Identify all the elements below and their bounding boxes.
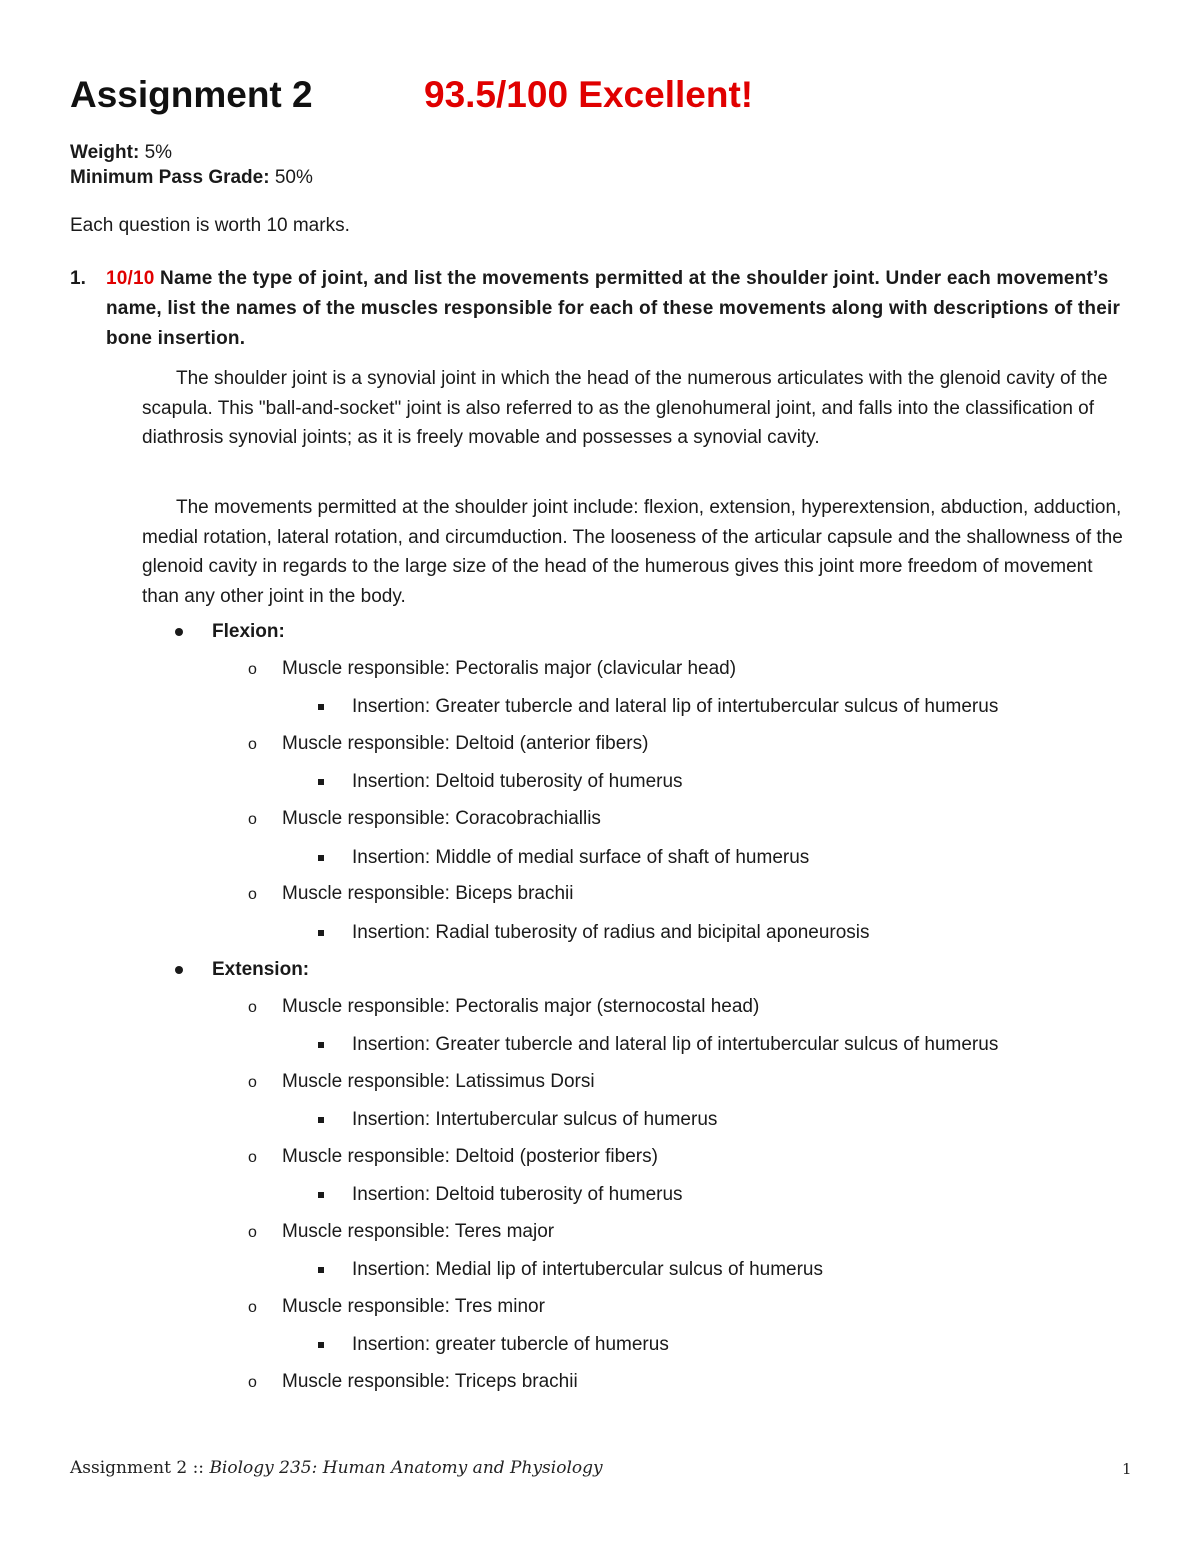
insertion-item: Insertion: Radial tuberosity of radius and bicipital aponeurosis: [352, 922, 870, 943]
weight-label: Weight:: [70, 142, 140, 163]
insertion-item: Insertion: greater tubercle of humerus: [352, 1334, 669, 1355]
bullet-circle-icon: o: [248, 661, 257, 678]
bullet-circle-icon: o: [248, 1149, 257, 1166]
bullet-square-icon: [318, 779, 324, 785]
question-score: 10/10: [106, 268, 155, 289]
question-1: [70, 264, 1130, 354]
bullet-circle-icon: o: [248, 811, 257, 828]
insertion-item: Insertion: Deltoid tuberosity of humerus: [352, 1184, 683, 1205]
question-text: [106, 264, 1130, 354]
movement-flexion: Flexion:: [212, 621, 285, 642]
min-pass-line: [70, 166, 313, 190]
bullet-circle-icon: o: [248, 999, 257, 1016]
grade-annotation: 93.5/100 Excellent!: [424, 74, 754, 115]
bullet-square-icon: [318, 930, 324, 936]
weight-line: [70, 141, 172, 165]
title-row: [70, 74, 1130, 120]
marks-note: Each question is worth 10 marks.: [70, 215, 350, 236]
insertion-item: Insertion: Greater tubercle and lateral lip of intertubercular sulcus of humerus: [352, 1034, 999, 1055]
footer-course: Biology 235: Human Anatomy and Physiology: [209, 1458, 603, 1478]
insertion-item: Insertion: Deltoid tuberosity of humerus: [352, 771, 683, 792]
bullet-square-icon: [318, 704, 324, 710]
muscle-item: Muscle responsible: Latissimus Dorsi: [282, 1071, 595, 1092]
page-title: Assignment 2: [70, 74, 313, 115]
insertion-item: Insertion: Greater tubercle and lateral lip of intertubercular sulcus of humerus: [352, 696, 999, 717]
movement-extension: Extension:: [212, 959, 310, 980]
answer-paragraph-1: The shoulder joint is a synovial joint in which the head of the numerous articulates with the glenoid cavity of the scapula. This "ball-and-socket" joint is also referred to as the glenohumeral joint, and falls into the classification of diathrosis synovial joints; as it is freely movable and possesses a synovial cavity.: [142, 368, 1108, 448]
muscle-item: Muscle responsible: Triceps brachii: [282, 1371, 578, 1392]
muscle-item: Muscle responsible: Deltoid (posterior fibers): [282, 1146, 658, 1167]
page-footer: [70, 1458, 603, 1478]
bullet-circle-icon: o: [248, 1074, 257, 1091]
bullet-square-icon: [318, 1342, 324, 1348]
muscle-item: Muscle responsible: Teres major: [282, 1221, 555, 1242]
bullet-square-icon: [318, 1042, 324, 1048]
answer-paragraph-2: The movements permitted at the shoulder joint include: flexion, extension, hyperextension, abduction, adduction, medial rotation, lateral rotation, and circumduction. The looseness of the articular capsule and the shallowness of the glenoid cavity in regards to the large size of the head of the humerous gives this joint more freedom of movement than any other joint in the body.: [142, 497, 1123, 607]
bullet-square-icon: [318, 1192, 324, 1198]
muscle-item: Muscle responsible: Coracobrachiallis: [282, 808, 601, 829]
bullet-circle-icon: o: [248, 886, 257, 903]
weight-value: 5%: [139, 142, 173, 163]
page-number: 1: [1122, 1460, 1132, 1478]
bullet-disc-icon: [175, 628, 183, 636]
footer-prefix: Assignment 2 ::: [70, 1458, 210, 1478]
bullet-circle-icon: o: [248, 1374, 257, 1391]
min-pass-label: Minimum Pass Grade:: [70, 167, 270, 188]
question-number: 1.: [70, 268, 86, 289]
bullet-square-icon: [318, 1117, 324, 1123]
min-pass-value: 50%: [269, 167, 313, 188]
question-prompt: Name the type of joint, and list the movements permitted at the shoulder joint. Under each movement’s name, list the names of the muscles responsible for each of these movements along with descriptions of their bone insertion.: [106, 268, 1121, 349]
muscle-item: Muscle responsible: Pectoralis major (clavicular head): [282, 658, 737, 679]
insertion-item: Insertion: Middle of medial surface of shaft of humerus: [352, 847, 810, 868]
bullet-circle-icon: o: [248, 1299, 257, 1316]
muscle-item: Muscle responsible: Tres minor: [282, 1296, 545, 1317]
insertion-item: Insertion: Medial lip of intertubercular sulcus of humerus: [352, 1259, 824, 1280]
bullet-circle-icon: o: [248, 736, 257, 753]
muscle-item: Muscle responsible: Pectoralis major (sternocostal head): [282, 996, 760, 1017]
bullet-circle-icon: o: [248, 1224, 257, 1241]
bullet-square-icon: [318, 1267, 324, 1273]
insertion-item: Insertion: Intertubercular sulcus of humerus: [352, 1109, 718, 1130]
bullet-square-icon: [318, 855, 324, 861]
muscle-item: Muscle responsible: Biceps brachii: [282, 883, 574, 904]
bullet-disc-icon: [175, 966, 183, 974]
muscle-item: Muscle responsible: Deltoid (anterior fibers): [282, 733, 649, 754]
